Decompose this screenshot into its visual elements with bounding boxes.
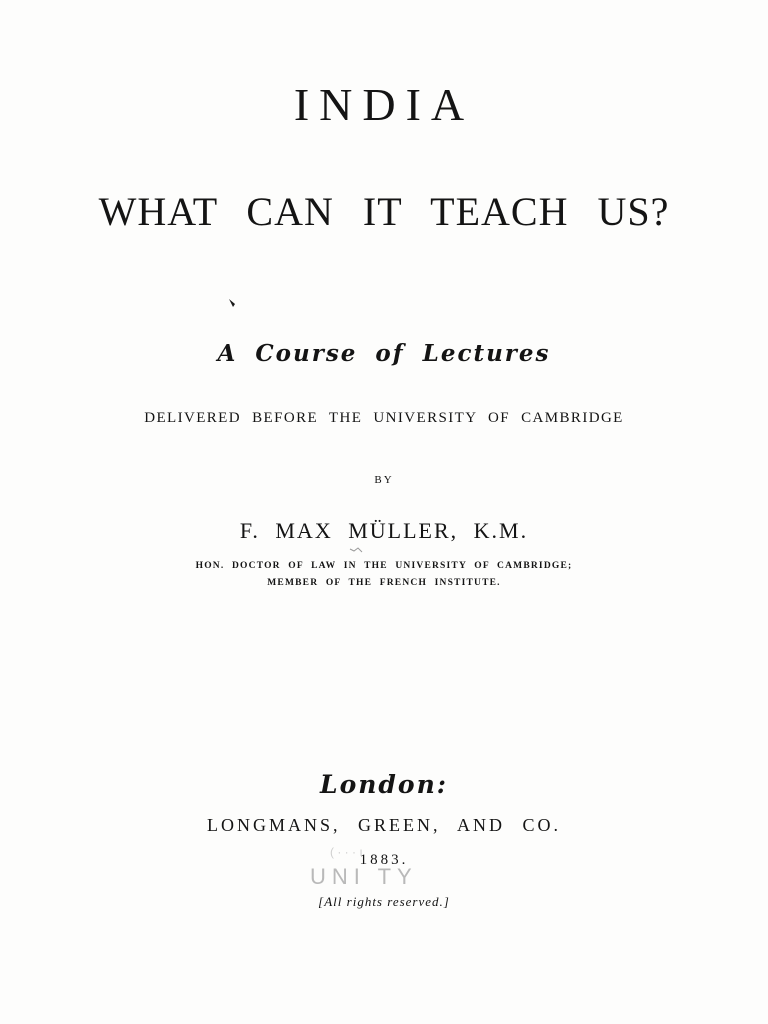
rights-notice: [All rights reserved.] [318, 894, 450, 909]
stamp-text: UNI TY [310, 864, 418, 889]
delivered-line: DELIVERED BEFORE THE UNIVERSITY OF CAMBRIDGE [144, 410, 624, 426]
book-title: INDIA [293, 79, 475, 130]
svg-text:( · · · ı: ( · · · ı [330, 845, 363, 859]
author-name: F. MAX MÜLLER, K.M. [239, 518, 529, 543]
ink-speck [228, 298, 238, 310]
course-heading: A Course of Lectures [217, 340, 551, 367]
by-line: BY [374, 474, 394, 486]
publication-place: London: [320, 770, 448, 799]
ink-speck [348, 546, 364, 556]
book-subtitle: WHAT CAN IT TEACH US? [98, 189, 670, 234]
publisher-name: LONGMANS, GREEN, AND CO. [206, 815, 561, 835]
author-credential-1: HON. DOCTOR OF LAW IN THE UNIVERSITY OF CAMBRIDGE; [195, 561, 573, 571]
publication-year: 1883. [359, 852, 409, 868]
author-credential-2: MEMBER OF THE FRENCH INSTITUTE. [267, 578, 501, 588]
